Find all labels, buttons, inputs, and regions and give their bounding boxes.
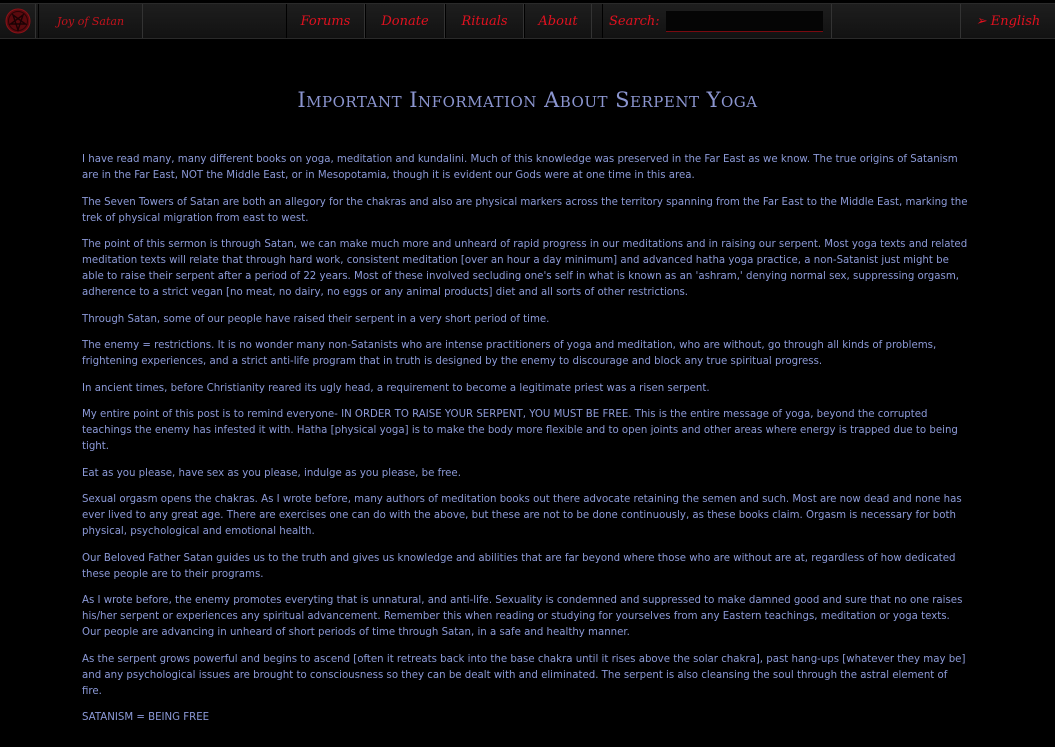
home-link[interactable] [0,4,36,38]
search-input[interactable] [666,11,823,32]
article-paragraph: Through Satan, some of our people have raised their serpent in a very short period of time. [82,313,550,325]
nav-item-about[interactable] [524,4,592,38]
article-paragraph: I have read many, many different books on yoga, meditation and kundalini. Much of this knowledge was preserved in the Far East as we know. The true origins of Satanism are in the Far East, NOT the Middle East, or in Mesopotamia, though it is evident our Gods were at one time in this area. [82,154,958,181]
article-paragraph: The point of this sermon is through Satan, we can make much more and unheard of rapid progress in our meditations and in raising our serpent. Most yoga texts and related meditation texts will relate that through hard work, consistent meditation [over an hour a day minimum] and advanced hatha yoga practice, a non-Satanist just might be able to raise their serpent after a period of 22 years. Most of these involved secluding one's self in what is known as an 'ashram,' denying normal sex, suppressing orgasm, adherence to a strict vegan [no meat, no dairy, no eggs or any animal products] diet and all sorts of other restrictions. [82,239,968,298]
site-brand-label: Joy of Satan [56,14,125,28]
nav-item-rituals-label: Rituals [461,13,508,29]
article-paragraph: Our Beloved Father Satan guides us to the truth and gives us knowledge and abilities that are far beyond where those who are without are at, regardless of how dedicated these people are to their programs. [82,552,956,580]
search-area [602,4,832,38]
article-paragraph: SATANISM = BEING FREE [82,712,210,723]
page-title: Important Information About Serpent Yoga [297,88,758,112]
article-paragraph: Sexual orgasm opens the chakras. As I wrote before, many authors of meditation books out there advocate retaining the semen and such. Most are now dead and none has ever lived to any great age. There are exercises one can do with the above, but these are not to be done continuously, as these books claim. Orgasm is necessary for both physical, psychological and emotional health. [82,494,962,537]
article-paragraph: As the serpent grows powerful and begins to ascend [often it retreats back into the base chakra until it rises above the solar chakra], past hang-ups [whatever they may be] and any psychological issues are brought to consciousness so they can be dealt with and eliminated. The serpent is also cleansing the soul through the astral element of fire. [82,653,966,697]
article-paragraph: My entire point of this post is to remind everyone- IN ORDER TO RAISE YOUR SERPENT, YOU MUST BE FREE. This is the entire message of yoga, beyond the corrupted teachings the enemy has infested it with. Hatha [physical yoga] is to make the body more flexible and to open joints and other areas where energy is trapped due to being tight. [82,409,958,452]
article-paragraph: The Seven Towers of Satan are both an allegory for the chakras and also are physical markers across the territory spanning from the Far East to the Middle East, marking the trek of physical migration from east to west. [82,196,968,224]
article-paragraph: The enemy = restrictions. It is no wonder many non-Satanists who are intense practitioners of yoga and meditation, who are without, go through all kinds of problems, frightening experiences, and a strict anti-life program that in truth is designed by the enemy to discourage and block any true spiritual progress. [82,340,937,367]
article-paragraph: Eat as you please, have sex as you please, indulge as you please, be free. [82,467,461,479]
nav-item-forums[interactable] [286,4,365,38]
nav-item-donate-label: Donate [381,13,429,29]
article-paragraph: As I wrote before, the enemy promotes everyting that is unnatural, and anti-life. Sexuality is condemned and suppressed to make damned good and sure that no one raises his/her serpent or experiences any spiritual advancement. Remember this when reading or studying for yourselves from any Eastern teachings, meditation or yoga texts. Our people are advancing in unheard of short periods of time through Satan, in a safe and healthy manner. [82,595,963,638]
article-paragraph: In ancient times, before Christianity reared its ugly head, a requirement to become a legitimate priest was a risen serpent. [82,382,710,394]
language-selector[interactable] [960,4,1055,38]
nav-item-rituals[interactable] [445,4,524,38]
site-brand-link[interactable] [38,4,143,38]
language-label: ➢ English [975,13,1041,29]
article-body [82,152,970,737]
top-navbar [0,3,1055,39]
nav-item-forums-label: Forums [300,13,351,29]
pentagram-icon [5,8,31,34]
nav-item-about-label: About [538,13,578,29]
nav-item-donate[interactable] [365,4,445,38]
search-label: Search: [609,13,660,29]
